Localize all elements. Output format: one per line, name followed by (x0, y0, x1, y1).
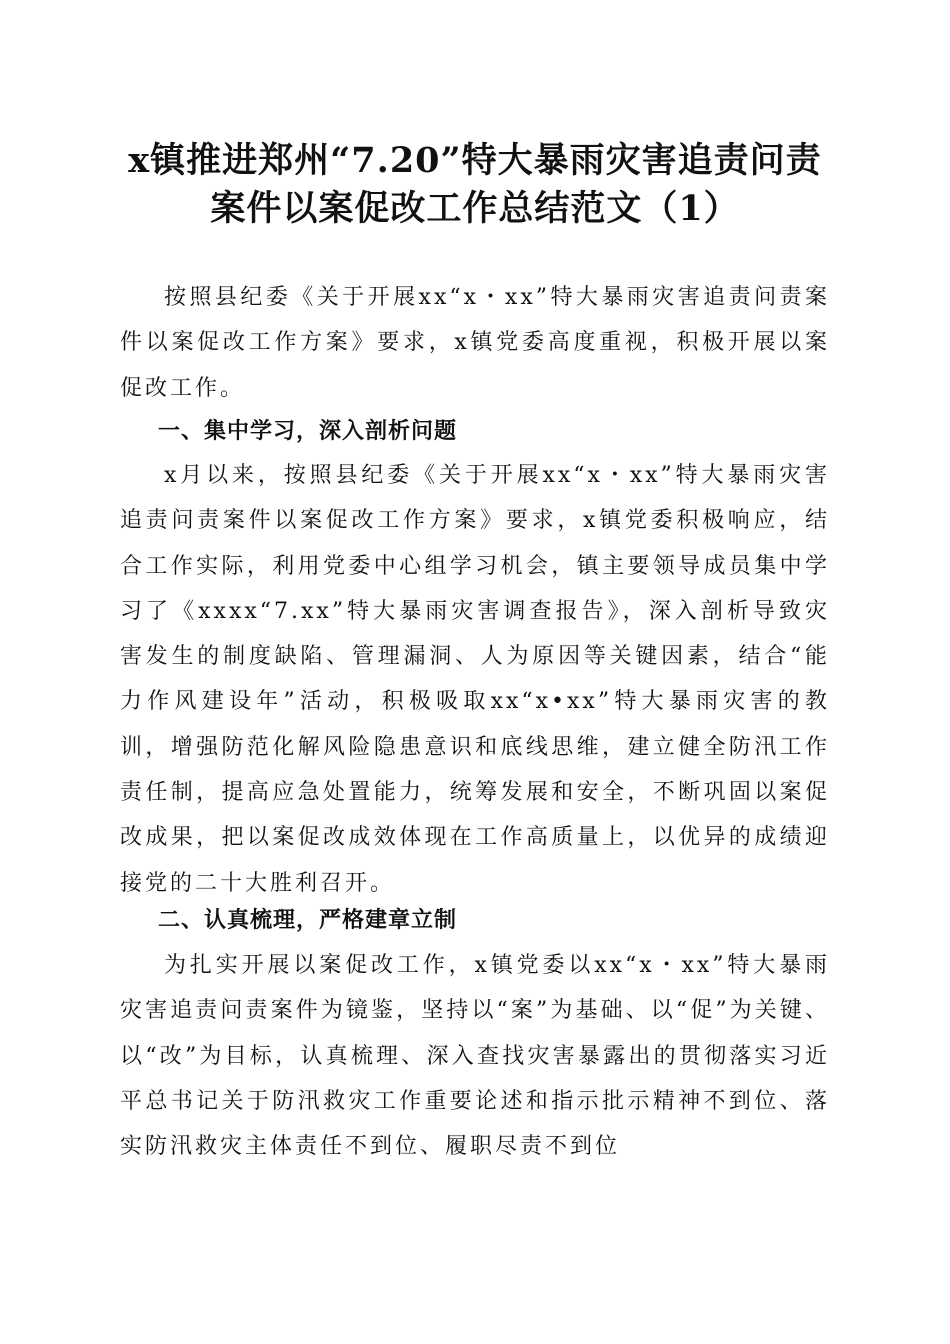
section-1-paragraph: x月以来，按照县纪委《关于开展xx“x・xx”特大暴雨灾害追责问责案件以案促改工作方案》要求，x镇党委积极响应，结合工作实际，利用党委中心组学习机会，镇主要领导成员集中学习了《xxxx“7.xx”特大暴雨灾害调查报告》，深入剖析导致灾害发生的制度缺陷、管理漏洞、人为原因等关键因素，结合“能力作风建设年”活动，积极吸取xx“x•xx”特大暴雨灾害的教训，增强防范化解风险隐患意识和底线思维，建立健全防汛工作责任制，提高应急处置能力，统筹发展和安全，不断巩固以案促改成果，把以案促改成效体现在工作高质量上，以优异的成绩迎接党的二十大胜利召开。 (120, 463, 830, 896)
section-1-heading: 一、集中学习，深入剖析问题 (158, 419, 458, 444)
document-title-line-2: 案件以案促改工作总结范文（1） (210, 188, 740, 229)
section-2-paragraph: 为扎实开展以案促改工作，x镇党委以xx“x・xx”特大暴雨灾害追责问责案件为镜鉴，坚持以“案”为基础、以“促”为关键、以“改”为目标，认真梳理、深入查找灾害暴露出的贯彻落实习近平总书记关于防汛救灾工作重要论述和指示批示精神不到位、落实防汛救灾主体责任不到位、履职尽责不到位 (120, 953, 830, 1160)
section-2-heading: 二、认真梳理，严格建章立制 (158, 908, 458, 933)
intro-paragraph: 按照县纪委《关于开展xx“x・xx”特大暴雨灾害追责问责案件以案促改工作方案》要求，x镇党委高度重视，积极开展以案促改工作。 (120, 285, 830, 401)
document-title-line-1: x镇推进郑州“7.20”特大暴雨灾害追责问责 (128, 140, 822, 181)
